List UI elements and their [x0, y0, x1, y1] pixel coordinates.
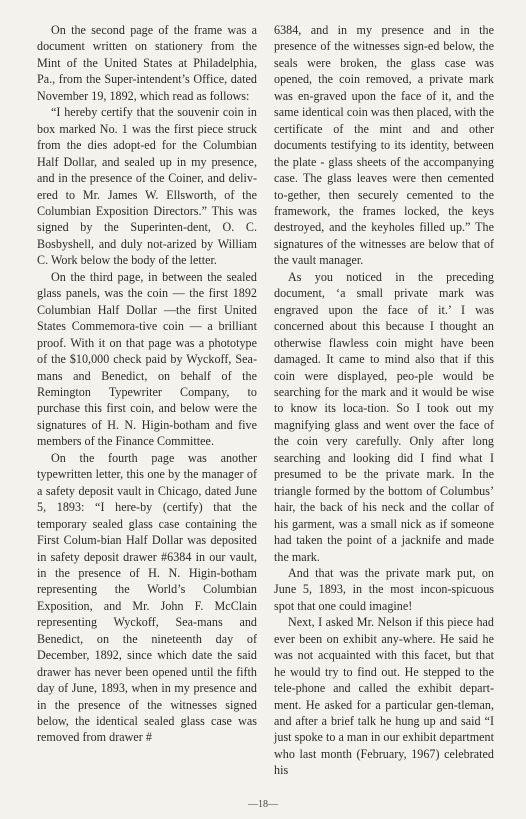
page-number: —18—: [248, 799, 278, 810]
paragraph: Next, I asked Mr. Nelson if this piece had ever been on exhibit any-where. He said he was not acquainted with this facet, but that he would try to find out. He stepped to the tele-phone and called the exhibit depart-ment. He asked for a particular gen-tleman, and after a brief talk he hung up and said “I just spoke to a man in our exhibit department who last month (February, 1967) celebrated his: [274, 615, 494, 778]
paragraph: 6384, and in my presence and in the presence of the witnesses sign-ed below, the seals were broken, the glass case was opened, the coin removed, a private mark was en-graved upon the face of it, and the same identical coin was then placed, with the certificate of the mint and and other documents testifying to its identity, between the plate - glass sheets of the accompanying case. The glass leaves were then cemented to-gether, then securely cemented to the framework, the frames locked, the keys destroyed, and the keyholes filled up.” The signatures of the witnesses are below that of the vault manager.: [274, 23, 494, 268]
paragraph: On the third page, in between the sealed glass panels, was the coin — the first 1892 Columbian Half Dollar —the first United States Commemora-tive coin — a brilliant proof. With it on that page was a phototype of the $10,000 check paid by Wyckoff, Sea-mans and Benedict, on behalf of the Remington Typewriter Company, to purchase this first coin, and below were the signatures of H. N. Higin-botham and five members of the Finance Committee.: [37, 269, 257, 449]
right-column: [274, 22, 494, 779]
paragraph: As you noticed in the preceding document, ‘a small private mark was engraved upon the face of it.’ I was concerned about this because I thought an otherwise flawless coin might have been damaged. It came to mind also that if this coin were displayed, peo-ple would be searching for the mark and it would be wise to know its loca-tion. So I took out my magnifying glass and went over the face of the coin very carefully. Only after long searching and looking did I find what I presumed to be the private mark. In the triangle formed by the bottom of Columbus’ hair, the back of his neck and the collar of his garment, was a small nick as if someone had taken the point of a jacknife and made the mark.: [274, 269, 494, 564]
paragraph: And that was the private mark put, on June 5, 1893, in the most incon-spicuous spot that one could imagine!: [274, 565, 494, 613]
left-column: [37, 22, 257, 746]
paragraph: “I hereby certify that the souvenir coin in box marked No. 1 was the first piece struck from the dies adopt-ed for the Columbian Half Dollar, and sealed up in my presence, and in the presence of the Coiner, and deliv-ered to Mr. James W. Ellsworth, of the Columbian Exposition Directors.” This was signed by the Superinten-dent, O. C. Bosbyshell, and duly not-arized by William C. Work below the body of the letter.: [37, 105, 257, 268]
paragraph: On the fourth page was another typewritten letter, this one by the manager of a safety deposit vault in Chicago, dated June 5, 1893: “I here-by (certify) that the temporary sealed glass case containing the First Colum-bian Half Dollar was deposited in safety deposit drawer #6384 in our vault, in the presence of H. N. Higin-botham representing the World’s Columbian Exposition, and Mr. John F. McClain representing Wyckoff, Sea-mans and Benedict, on the nineteenth day of December, 1892, since which date the said drawer has never been opened until the fifth day of June, 1893, when in my presence and in the presence of the witnesses signed below, the identical sealed glass case was removed from drawer #: [37, 450, 257, 745]
paragraph: On the second page of the frame was a document written on stationery from the Mint of the United States at Philadelphia, Pa., from the Super-intendent’s Office, dated November 19, 1892, which read as follows:: [37, 23, 257, 103]
